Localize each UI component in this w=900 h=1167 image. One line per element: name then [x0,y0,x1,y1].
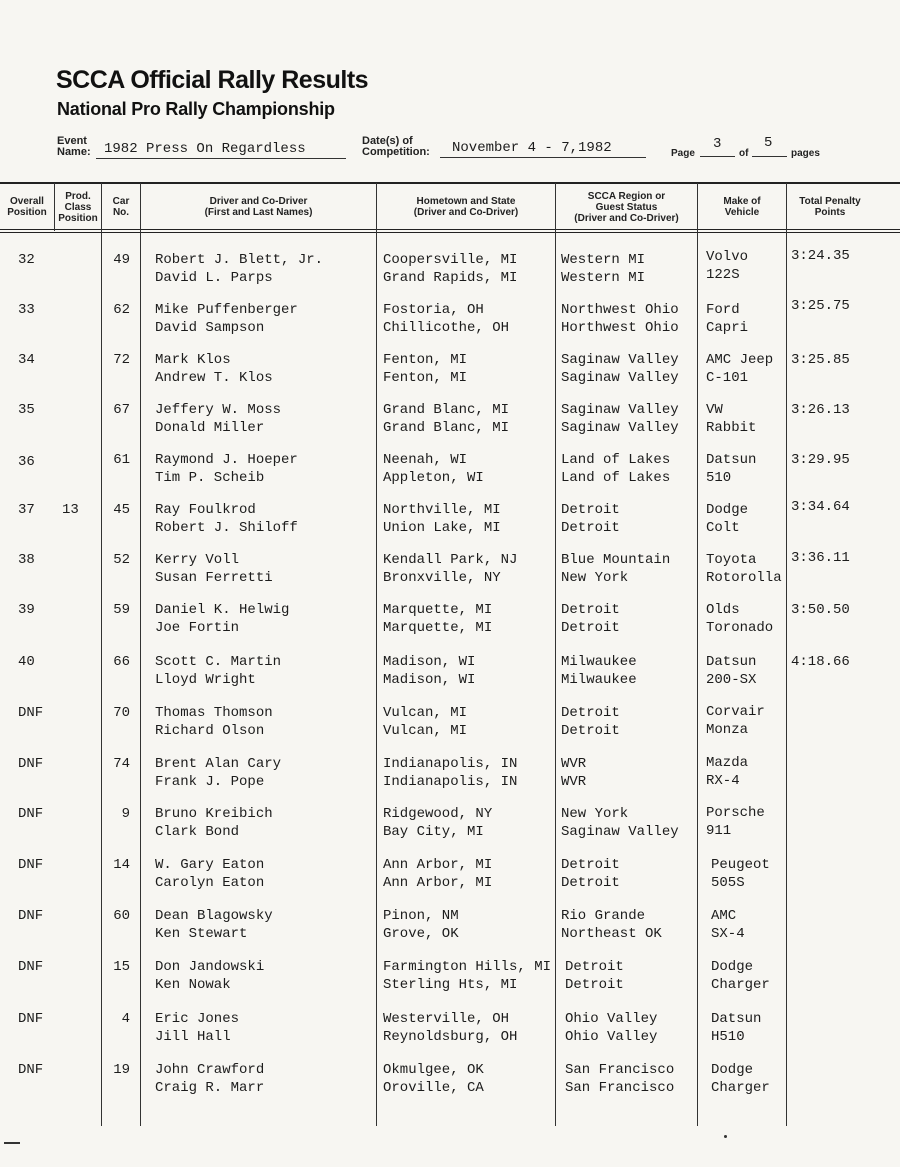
hometown-cell: Madison, WI Madison, WI [383,654,476,688]
make-cell: Volvo 122S [706,249,749,283]
table-row [0,1061,900,1111]
overall-position: DNF [18,756,44,772]
driver-cell: Dean Blagowsky Ken Stewart [155,908,273,942]
car-number: 74 [113,756,130,772]
hometown-cell: Vulcan, MI Vulcan, MI [383,705,468,739]
driver-cell: W. Gary Eaton Carolyn Eaton [155,857,265,891]
overall-position: 36 [18,454,35,470]
driver-cell: Raymond J. Hoeper Tim P. Scheib [155,452,298,486]
make-cell: Mazda RX-4 [706,755,749,789]
hometown-cell: Neenah, WI Appleton, WI [383,452,484,486]
car-number: 66 [113,654,130,670]
overall-position: DNF [18,908,44,924]
region-cell: Rio Grande Northeast OK [561,908,662,942]
make-cell: AMC SX-4 [711,908,745,942]
make-cell: Dodge Charger [711,1062,770,1096]
table-row [0,551,900,601]
region-cell: Saginaw Valley Saginaw Valley [561,402,679,436]
hometown-cell: Westerville, OH Reynoldsburg, OH [383,1011,518,1045]
scan-speck [724,1135,727,1138]
region-cell: San Francisco San Francisco [565,1062,675,1096]
col-header-overall-position: Overall Position [7,196,47,218]
driver-cell: Thomas Thomson Richard Olson [155,705,273,739]
penalty-points: 3:25.85 [791,352,850,368]
hometown-cell: Marquette, MI Marquette, MI [383,602,493,636]
make-cell: Dodge Colt [706,502,749,536]
make-cell: Datsun H510 [711,1011,762,1045]
col-header-hometown: Hometown and State (Driver and Co-Driver) [413,196,519,218]
overall-position: DNF [18,857,44,873]
document-subtitle: National Pro Rally Championship [57,99,335,119]
table-row [0,501,900,551]
overall-position: 37 [18,502,35,518]
penalty-points: 4:18.66 [791,654,850,670]
table-row [0,856,900,906]
page-total-underline [752,156,787,157]
driver-cell: Mike Puffenberger David Sampson [155,302,298,336]
col-header-region: SCCA Region or Guest Status (Driver and Co-Driver) [574,190,679,224]
driver-cell: Robert J. Blett, Jr. David L. Parps [155,252,324,286]
penalty-points: 3:26.13 [791,402,850,418]
event-name-underline [96,158,346,159]
hometown-cell: Fostoria, OH Chillicothe, OH [383,302,510,336]
car-number: 70 [113,705,130,721]
region-cell: Milwaukee Milwaukee [561,654,637,688]
of-label: of [739,148,749,159]
region-cell: Saginaw Valley Saginaw Valley [561,352,679,386]
page-label: Page [671,148,695,159]
hometown-cell: Kendall Park, NJ Bronxville, NY [383,552,518,586]
table-row [0,958,900,1008]
table-row [0,805,900,855]
car-number: 60 [113,908,130,924]
region-cell: Detroit Detroit [561,705,620,739]
class-position: 13 [62,502,79,518]
document-title: SCCA Official Rally Results [56,66,369,94]
col-header-prod-class-position: Prod. Class Position [58,190,98,224]
overall-position: 35 [18,402,35,418]
make-cell: Corvair Monza [706,704,765,738]
make-cell: Ford Capri [706,302,749,336]
driver-cell: John Crawford Craig R. Marr [155,1062,265,1096]
driver-cell: Ray Foulkrod Robert J. Shiloff [155,502,298,536]
header-bottom-rule-2 [0,232,900,233]
competition-date-value: November 4 - 7,1982 [452,140,612,156]
region-cell: Western MI Western MI [561,252,646,286]
car-number: 19 [113,1062,130,1078]
hometown-cell: Grand Blanc, MI Grand Blanc, MI [383,402,510,436]
col-header-penalty-points: Total Penalty Points [799,196,861,218]
region-cell: Northwest Ohio Horthwest Ohio [561,302,679,336]
col-header-driver: Driver and Co-Driver (First and Last Names) [204,196,313,218]
make-cell: Peugeot 505S [711,857,770,891]
driver-cell: Don Jandowski Ken Nowak [155,959,265,993]
table-row [0,248,900,301]
hometown-cell: Coopersville, MI Grand Rapids, MI [383,252,518,286]
penalty-points: 3:34.64 [791,499,850,515]
penalty-points: 3:25.75 [791,298,850,314]
hometown-cell: Farmington Hills, MI Sterling Hts, MI [383,959,552,993]
hometown-cell: Northville, MI Union Lake, MI [383,502,501,536]
car-number: 61 [113,452,130,468]
car-number: 4 [121,1011,130,1027]
region-cell: Detroit Detroit [561,602,620,636]
col-header-make: Make of Vehicle [723,196,761,218]
region-cell: Detroit Detroit [561,502,620,536]
make-cell: Porsche 911 [706,805,765,839]
overall-position: 38 [18,552,35,568]
overall-position: DNF [18,1011,44,1027]
car-number: 49 [113,252,130,268]
car-number: 9 [121,806,130,822]
penalty-points: 3:29.95 [791,452,850,468]
hometown-cell: Ridgewood, NY Bay City, MI [383,806,493,840]
car-number: 14 [113,857,130,873]
car-number: 15 [113,959,130,975]
region-cell: Detroit Detroit [565,959,624,993]
date-label: Date(s) of Competition: [362,135,430,158]
car-number: 62 [113,302,130,318]
page-total: 5 [764,135,773,151]
driver-cell: Bruno Kreibich Clark Bond [155,806,273,840]
event-label: Event Name: [57,135,91,158]
make-cell: Datsun 510 [706,452,757,486]
table-row [0,704,900,754]
make-cell: Dodge Charger [711,959,770,993]
region-cell: WVR WVR [561,756,587,790]
penalty-points: 3:50.50 [791,602,850,618]
driver-cell: Brent Alan Cary Frank J. Pope [155,756,282,790]
driver-cell: Kerry Voll Susan Ferretti [155,552,273,586]
driver-cell: Daniel K. Helwig Joe Fortin [155,602,290,636]
table-row [0,351,900,401]
region-cell: Land of Lakes Land of Lakes [561,452,671,486]
region-cell: Ohio Valley Ohio Valley [565,1011,658,1045]
scan-mark [4,1142,20,1144]
page-number-underline [700,156,735,157]
hometown-cell: Pinon, NM Grove, OK [383,908,459,942]
penalty-points: 3:24.35 [791,248,850,264]
make-cell: Datsun 200-SX [706,654,757,688]
driver-cell: Scott C. Martin Lloyd Wright [155,654,282,688]
region-cell: Blue Mountain New York [561,552,671,586]
page-number: 3 [713,136,722,152]
driver-cell: Eric Jones Jill Hall [155,1011,240,1045]
hometown-cell: Indianapolis, IN Indianapolis, IN [383,756,518,790]
overall-position: 34 [18,352,35,368]
table-row [0,907,900,957]
car-number: 67 [113,402,130,418]
hometown-cell: Fenton, MI Fenton, MI [383,352,468,386]
overall-position: DNF [18,806,44,822]
table-row [0,1010,900,1060]
region-cell: New York Saginaw Valley [561,806,679,840]
table-row [0,755,900,805]
driver-cell: Mark Klos Andrew T. Klos [155,352,273,386]
event-name-value: 1982 Press On Regardless [104,141,306,157]
overall-position: 32 [18,252,35,268]
make-cell: Toyota Rotorolla [706,552,782,586]
region-cell: Detroit Detroit [561,857,620,891]
car-number: 59 [113,602,130,618]
table-row [0,653,900,703]
overall-position: 40 [18,654,35,670]
header-bottom-rule-1 [0,229,900,230]
make-cell: VW Rabbit [706,402,757,436]
overall-position: DNF [18,705,44,721]
make-cell: AMC Jeep C-101 [706,352,774,386]
hometown-cell: Okmulgee, OK Oroville, CA [383,1062,484,1096]
overall-position: 33 [18,302,35,318]
car-number: 52 [113,552,130,568]
table-top-rule [0,182,900,184]
table-row [0,401,900,451]
date-underline [440,157,646,158]
make-cell: Olds Toronado [706,602,774,636]
table-row [0,601,900,651]
col-header-car-number: Car No. [112,196,130,218]
car-number: 45 [113,502,130,518]
overall-position: DNF [18,959,44,975]
car-number: 72 [113,352,130,368]
hometown-cell: Ann Arbor, MI Ann Arbor, MI [383,857,493,891]
table-row [0,298,900,351]
driver-cell: Jeffery W. Moss Donald Miller [155,402,282,436]
penalty-points: 3:36.11 [791,550,850,566]
overall-position: 39 [18,602,35,618]
overall-position: DNF [18,1062,44,1078]
pages-label: pages [791,148,820,159]
table-row [0,451,900,501]
